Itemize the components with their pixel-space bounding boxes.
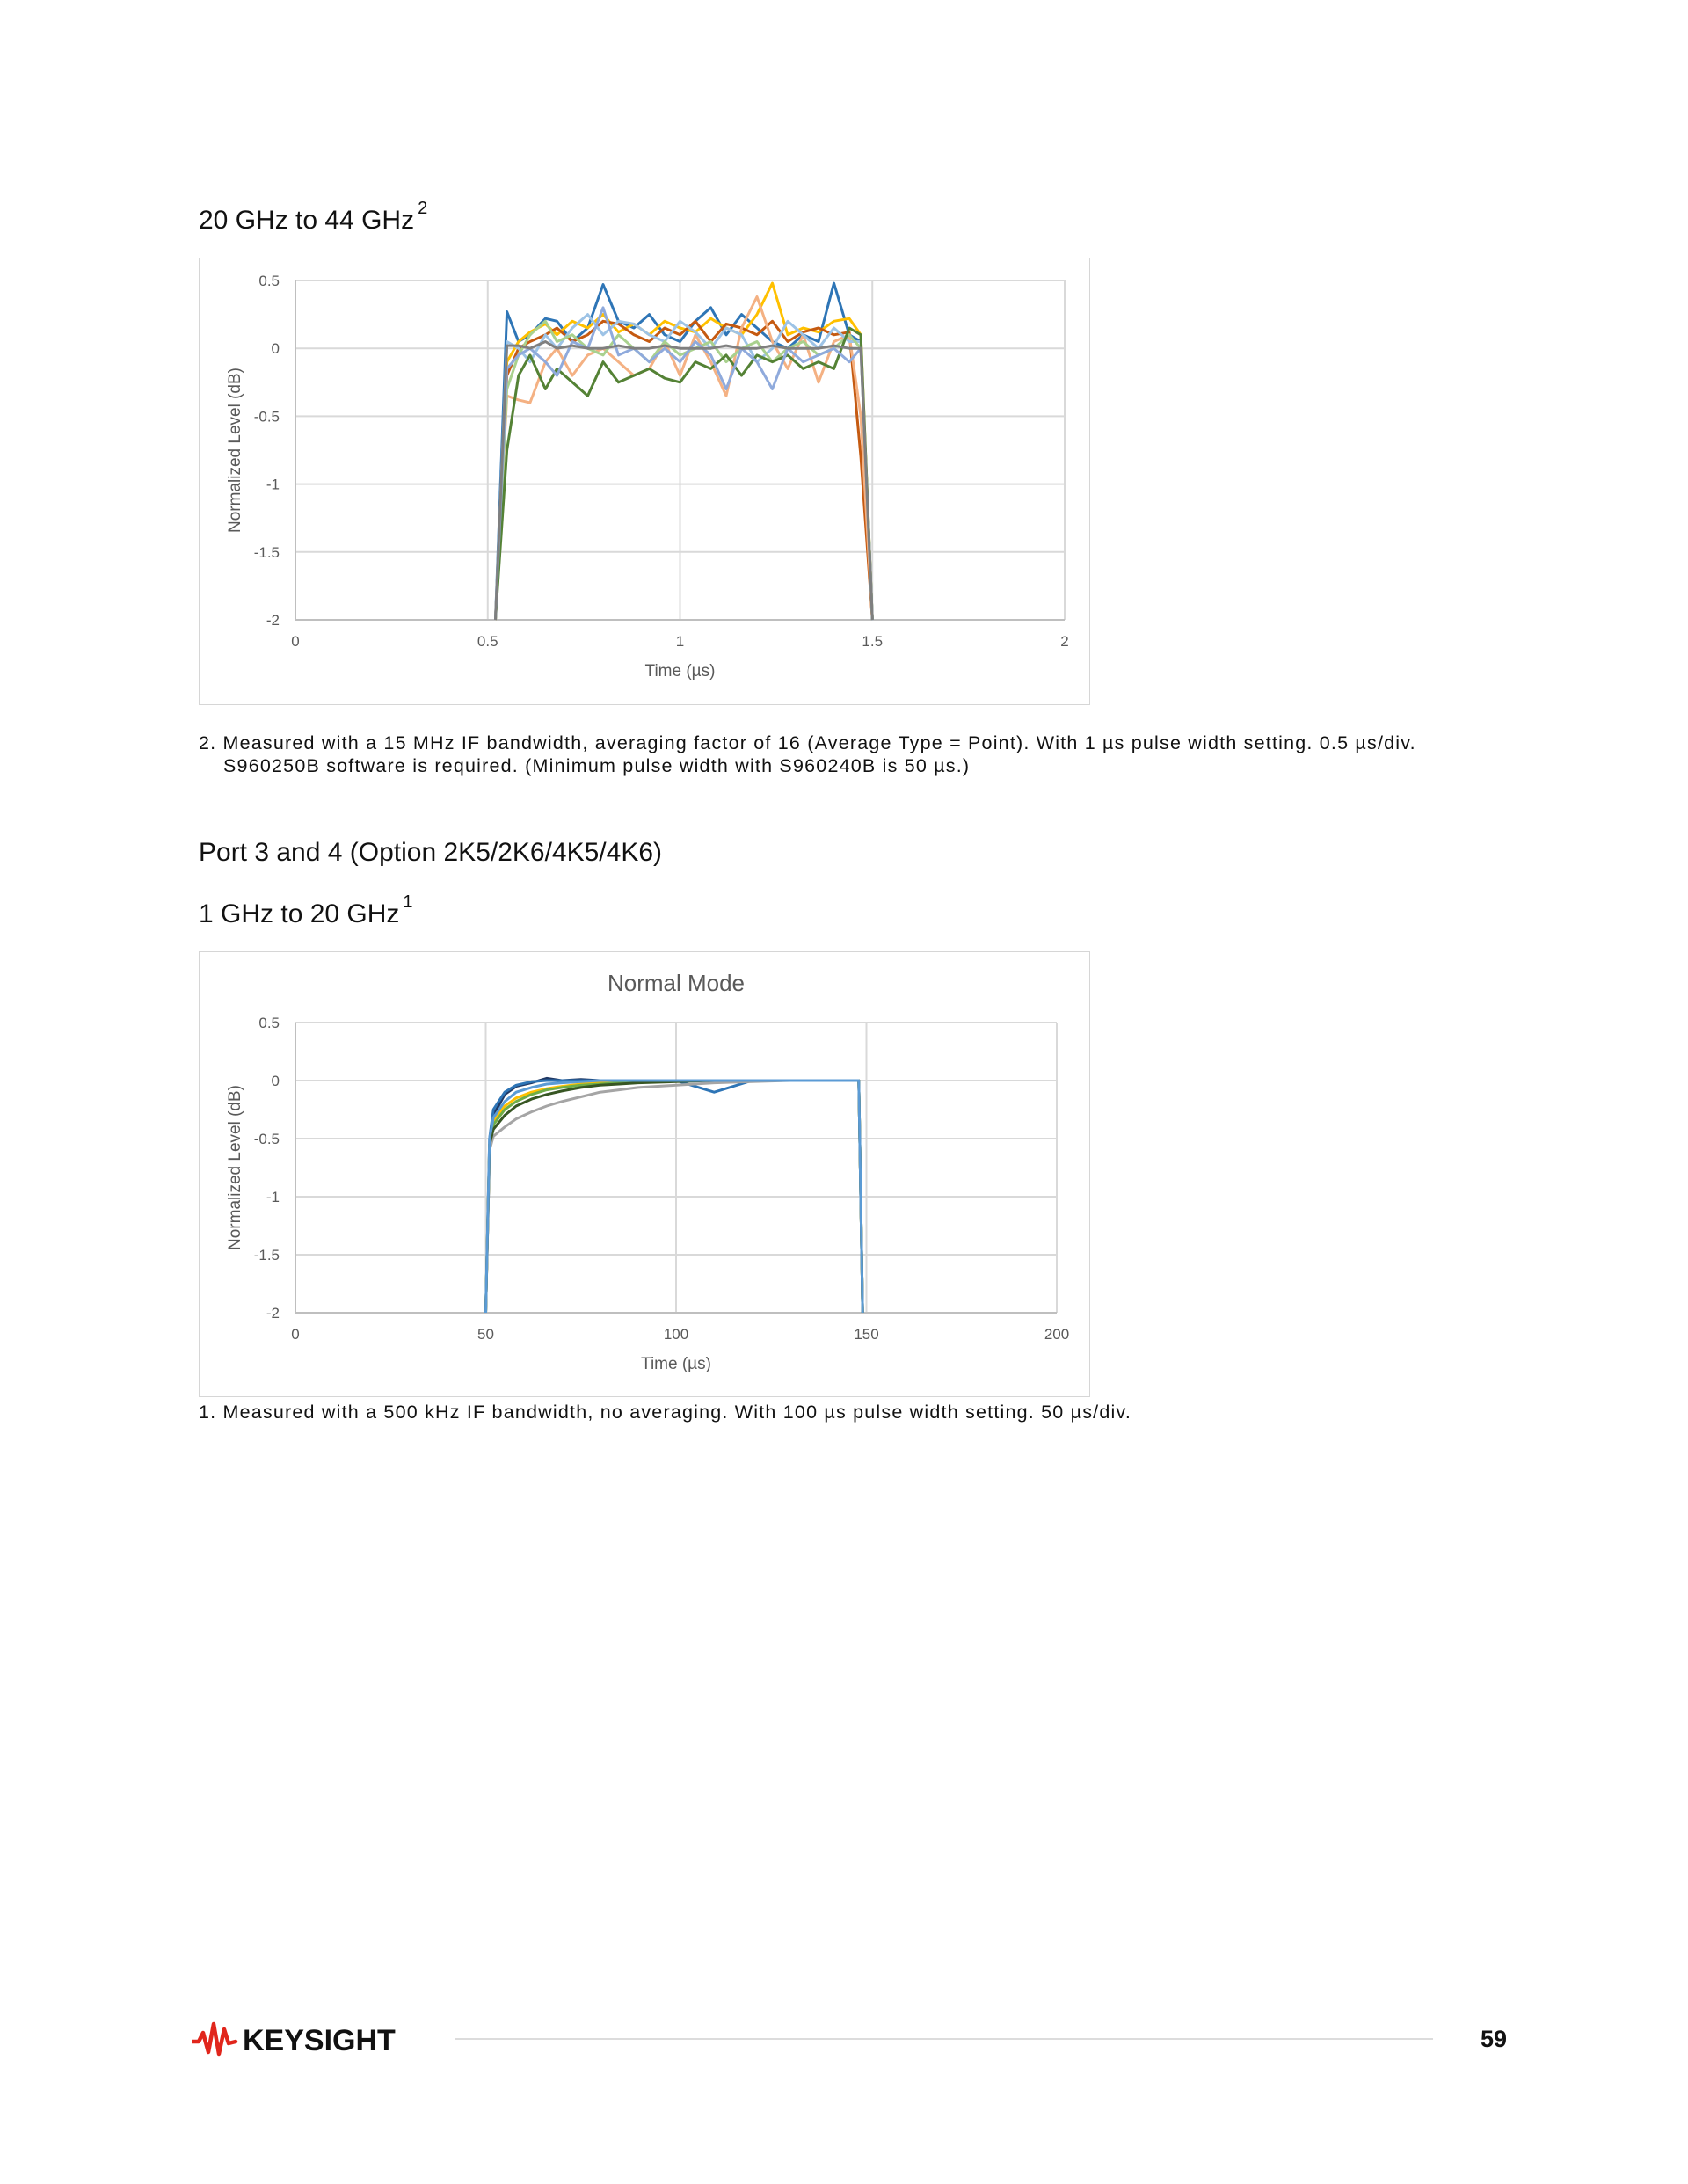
chart-1-xlabel: Time (µs) [644,662,716,681]
footnote-1: 1. Measured with a 500 kHz IF bandwidth, no averaging. With 100 µs pulse width setting. 50 µs/div. [199,1401,1131,1423]
chart-1-plot [200,258,1089,704]
footnote-2-line-2: S960250B software is required. (Minimum pulse width with S960240B is 50 µs.) [223,755,971,776]
chart-1-xtick-label: 2 [1060,633,1069,650]
section-heading-20-44ghz: 20 GHz to 44 GHz $^2$ [199,199,428,235]
chart-1-ytick-label: -1 [266,476,280,493]
keysight-logo [192,2017,420,2061]
chart-1-ytick-label: -1.5 [253,543,280,561]
keysight-logo-wave-icon [192,2024,236,2054]
chart-2-xtick-label: 200 [1044,1326,1070,1343]
chart-2-ytick-label: 0.5 [258,1015,280,1031]
footnote-2-line-1: 2. Measured with a 15 MHz IF bandwidth, averaging factor of 16 (Average Type = Point). With 1 µs pulse width setting. 0.5 µs/div. [199,732,1416,753]
page-number: 59 [1481,2026,1508,2052]
chart-1-xtick-label: 0.5 [477,633,498,650]
chart-2-container [199,951,1090,1397]
chart-2-title: Normal Mode [607,970,746,996]
chart-2-xtick-label: 100 [663,1326,689,1343]
section-heading-port-3-4: Port 3 and 4 (Option 2K5/2K6/4K5/4K6) [199,838,663,867]
chart-2-ytick-label: -2 [266,1305,280,1321]
chart-1-series-line-9 [496,342,873,621]
chart-2-plot [200,952,1089,1396]
chart-2-ytick-label: -1 [266,1189,280,1205]
chart-1-ylabel: Normalized Level (dB) [226,368,244,533]
chart-1-xtick-label: 1 [675,633,685,650]
chart-1-ytick-label: 0.5 [258,273,280,289]
chart-2-xtick-label: 150 [854,1326,879,1343]
chart-1-ytick-label: 0 [271,340,280,358]
chart-2-ylabel: Normalized Level (dB) [226,1085,244,1250]
chart-1-xtick-label: 1.5 [862,633,884,650]
footer-divider [455,2038,1433,2040]
chart-2-series-line-1 [486,1078,863,1313]
chart-1-container [199,258,1090,705]
chart-2-xlabel: Time (µs) [641,1355,711,1373]
chart-2-ytick-label: 0 [271,1073,280,1089]
section-subheading-1-20ghz: 1 GHz to 20 GHz $^1$ [199,892,413,928]
chart-1-ytick-label: -2 [266,612,280,629]
chart-1-series-line-5 [496,315,873,620]
chart-2-xtick-label: 50 [477,1326,494,1343]
chart-2-xtick-label: 0 [291,1326,300,1343]
footnote-2 [199,732,1517,777]
keysight-logo-text: KEYSIGHT [243,2024,396,2057]
chart-2-ytick-label: -1.5 [253,1247,280,1263]
chart-1-ytick-label: -0.5 [253,408,280,426]
chart-1-xtick-label: 0 [291,633,300,650]
chart-2-ytick-label: -0.5 [253,1131,280,1147]
